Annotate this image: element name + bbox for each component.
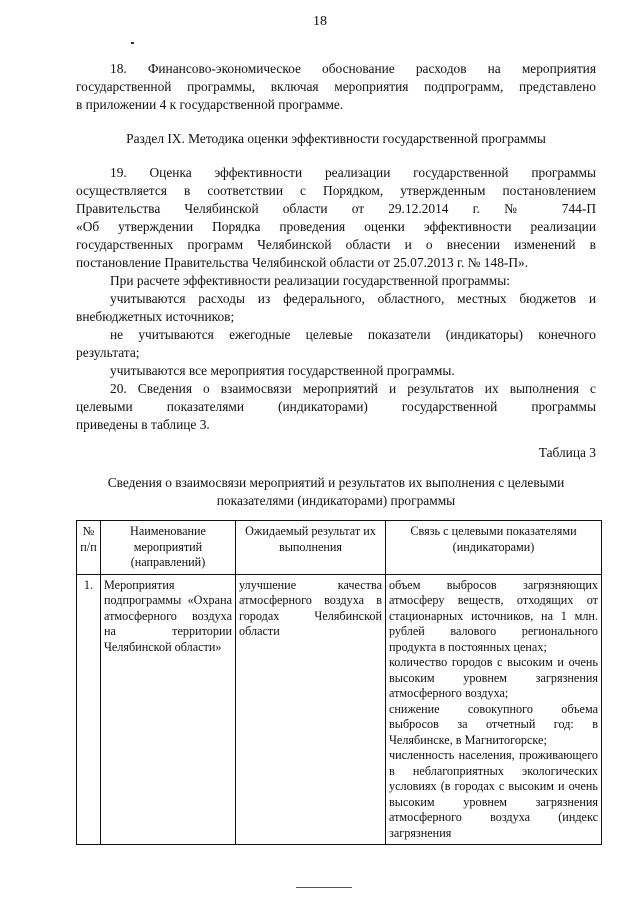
paragraph-budget-line-2: внебюджетных источников; [76,309,235,324]
paragraph-budget-line-1: учитываются расходы из федерального, областного, местных бюджетов и [110,291,596,306]
paragraph-20-line-3: приведены в таблице 3. [76,417,210,432]
header-activity-name: Наименование мероприятий (направлений) [101,521,236,575]
paragraph-calc: При расчете эффективности реализации государственной программы: [110,273,510,288]
table-title-line-2: показателями (индикаторами) программы [216,493,456,508]
paragraph-all-events: учитываются все мероприятия государственной программы. [110,363,455,378]
scan-mark [131,42,134,44]
indicator-item: снижение совокупного объема выбросов за отчетный год: в Челябинске, в Магнитогорске; [389,701,598,747]
header-expected-result: Ожидаемый результат их выполнения [236,521,386,575]
paragraph-18-line-1: 18. Финансово-экономическое обоснование расходов на мероприятия [110,61,596,76]
paragraph-20-line-1: 20. Сведения о взаимосвязи мероприятий и результатов их выполнения с [110,381,596,396]
indicator-item: численность населения, проживающего в неблагоприятных экологических условиях (в городах с высоким и очень высоким уровнем загрязнения атмосферного воздуха (индекс загрязнения [389,748,598,840]
document-body [76,60,596,845]
row-indicator-link [386,574,602,845]
table-header-row [77,521,602,575]
page-number: 18 [313,14,327,29]
paragraph-targets-line-2: результата; [76,345,140,360]
footer-rule [296,887,352,888]
table-label: Таблица 3 [538,445,596,460]
paragraph-targets-line-1: не учитываются ежегодные целевые показатели (индикаторы) конечного [110,327,596,342]
indicator-item: количество городов с высоким и очень высоким уровнем загрязнения атмосферного воздуха; [389,655,598,700]
table-row [77,574,602,845]
row-number: 1. [77,574,101,845]
row-expected-result: улучшение качества атмосферного воздуха в городах Челябинской области [236,574,386,845]
linkage-table [76,520,602,845]
paragraph-19-line-2: осуществляется в соответствии с Порядком, утвержденным постановлением [76,183,596,198]
table-title-line-1: Сведения о взаимосвязи мероприятий и результатов их выполнения с целевыми [107,475,565,490]
section-title: Раздел IX. Методика оценки эффективности государственной программы [126,131,546,146]
header-number: № п/п [77,521,101,575]
row-activity-name: Мероприятия подпрограммы «Охрана атмосферного воздуха на территории Челябинской области» [101,574,236,845]
paragraph-20-line-2: целевыми показателями (индикаторами) государственной программы [76,399,596,414]
paragraph-18-line-2: государственной программы, включая мероприятия подпрограмм, представлено [76,79,596,94]
indicator-item: объем выбросов загрязняющих атмосферу веществ, отходящих от стационарных источников, на 1 млн. рублей валового регионального продукта в постоянных ценах; [389,577,598,654]
paragraph-19-line-4: «Об утверждении Порядка проведения оценки эффективности реализации [76,219,596,234]
paragraph-19-line-3: Правительства Челябинской области от 29.12.2014 г. № 744-П [76,201,596,216]
paragraph-19-line-5: государственных программ Челябинской области и о внесении изменений в [76,237,596,252]
paragraph-19-line-1: 19. Оценка эффективности реализации государственной программы [110,165,596,180]
paragraph-18-line-3: в приложении 4 к государственной программе. [76,97,344,112]
paragraph-19-line-6: постановление Правительства Челябинской области от 25.07.2013 г. № 148-П». [76,255,529,270]
header-indicator-link: Связь с целевыми показателями (индикаторами) [386,521,602,575]
